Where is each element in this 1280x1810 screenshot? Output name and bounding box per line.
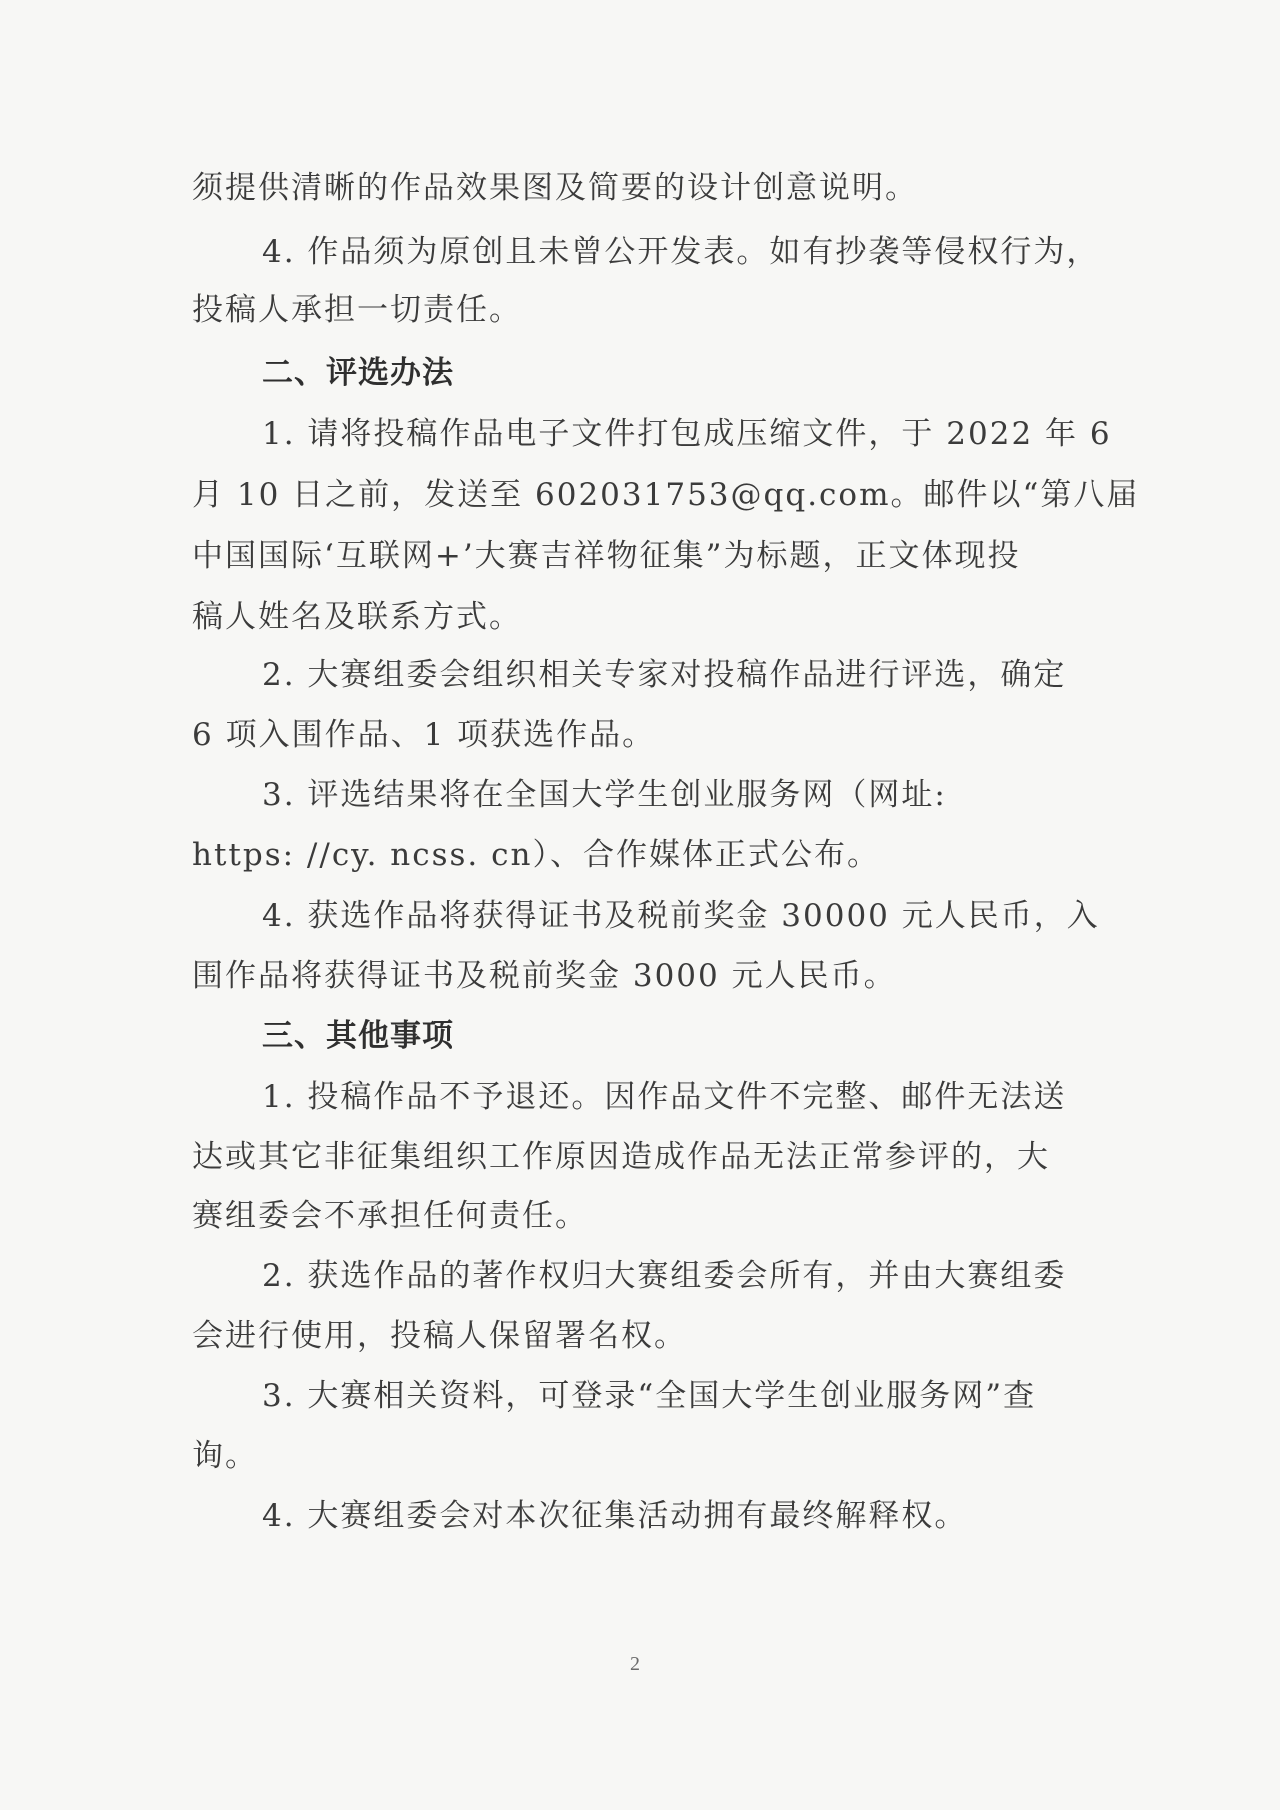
text-line-12: 4. 获选作品将获得证书及税前奖金 30000 元人民币，入 (262, 898, 1100, 934)
text-line-20: 询。 (192, 1438, 258, 1474)
text-line-21: 4. 大赛组委会对本次征集活动拥有最终解释权。 (262, 1498, 968, 1534)
text-line-8: 2. 大赛组委会组织相关专家对投稿作品进行评选，确定 (262, 657, 1067, 693)
text-line-14: 1. 投稿作品不予退还。因作品文件不完整、邮件无法送 (262, 1079, 1067, 1115)
text-line-10: 3. 评选结果将在全国大学生创业服务网（网址: (262, 777, 947, 813)
text-line-5: 月 10 日之前，发送至 602031753@qq.com。邮件以“第八届 (192, 477, 1140, 513)
text-line-18: 会进行使用，投稿人保留署名权。 (192, 1318, 687, 1354)
text-line-7: 稿人姓名及联系方式。 (192, 599, 522, 635)
page-number: 2 (630, 1653, 640, 1675)
text-line-9: 6 项入围作品、1 项获选作品。 (192, 717, 656, 753)
text-line-17: 2. 获选作品的著作权归大赛组委会所有，并由大赛组委 (262, 1258, 1067, 1294)
text-line-13: 围作品将获得证书及税前奖金 3000 元人民币。 (192, 958, 897, 994)
text-line-3: 投稿人承担一切责任。 (192, 292, 522, 328)
text-line-15: 达或其它非征集组织工作原因造成作品无法正常参评的，大 (192, 1139, 1050, 1175)
text-line-4: 1. 请将投稿作品电子文件打包成压缩文件，于 2022 年 6 (262, 416, 1112, 452)
section-heading-other: 三、其他事项 (262, 1018, 454, 1054)
section-heading-evaluation: 二、评选办法 (262, 355, 454, 391)
text-line-16: 赛组委会不承担任何责任。 (192, 1198, 588, 1234)
text-line-11: https: //cy. ncss. cn）、合作媒体正式公布。 (192, 837, 880, 873)
text-line-19: 3. 大赛相关资料，可登录“全国大学生创业服务网”查 (262, 1378, 1037, 1414)
text-line-2: 4. 作品须为原创且未曾公开发表。如有抄袭等侵权行为， (262, 234, 1100, 270)
text-line-1: 须提供清晰的作品效果图及简要的设计创意说明。 (192, 170, 918, 206)
text-line-6: 中国国际‘互联网+’大赛吉祥物征集”为标题，正文体现投 (192, 538, 1021, 574)
